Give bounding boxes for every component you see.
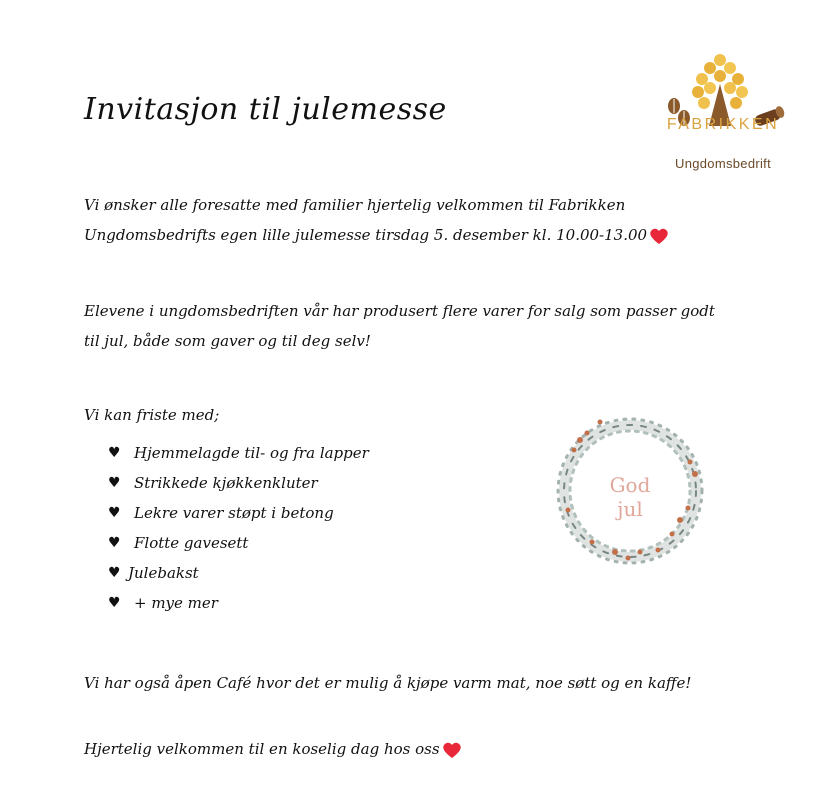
heart-bullet-icon: ♥ <box>108 565 121 581</box>
list-item <box>108 558 369 588</box>
closing-paragraph <box>84 734 462 764</box>
closing-text: Hjertelig velkommen til en koselig dag hos oss <box>84 740 440 758</box>
list-item <box>108 588 369 618</box>
logo-name: FABRIKKEN <box>666 116 780 133</box>
cafe-paragraph: Vi har også åpen Café hvor det er mulig å kjøpe varm mat, noe søtt og en kaffe! <box>84 674 692 692</box>
list-item-label: Lekre varer støpt i betong <box>134 504 334 522</box>
logo-subtitle: Ungdomsbedrift <box>675 156 771 171</box>
list-item-label: Hjemmelagde til- og fra lapper <box>134 444 369 462</box>
heart-bullet-icon: ♥ <box>108 595 121 611</box>
page-title: Invitasjon til julemesse <box>84 92 447 127</box>
heart-bullet-icon: ♥ <box>108 505 121 521</box>
wreath-text-line2: jul <box>617 497 643 521</box>
christmas-wreath-image <box>540 400 720 582</box>
list-item <box>108 468 369 498</box>
list-item <box>108 438 369 468</box>
products-paragraph: Elevene i ungdomsbedriften vår har produsert flere varer for salg som passer godt til jul, både som gaver og til deg selv! <box>84 302 715 350</box>
fabrikken-logo <box>660 18 790 178</box>
list-item <box>108 528 369 558</box>
list-item-label: Strikkede kjøkkenkluter <box>134 474 318 492</box>
heart-bullet-icon: ♥ <box>108 475 121 491</box>
list-item <box>108 498 369 528</box>
list-heading: Vi kan friste med; <box>84 406 220 424</box>
list-item-label: Julebakst <box>128 564 199 582</box>
product-list <box>108 438 369 618</box>
list-item-label: Flotte gavesett <box>134 534 249 552</box>
heart-bullet-icon: ♥ <box>108 445 121 461</box>
intro-paragraph <box>84 190 724 250</box>
heart-bullet-icon: ♥ <box>108 535 121 551</box>
list-item-label: + mye mer <box>134 594 218 612</box>
intro-text: Vi ønsker alle foresatte med familier hjertelig velkommen til Fabrikken Ungdomsbedrifts egen lille julemesse tirsdag 5. desember kl. 10.00-13.00 <box>84 196 648 244</box>
heart-icon <box>649 227 669 245</box>
heart-icon <box>442 741 462 759</box>
wreath-text-line1: God <box>609 473 651 497</box>
